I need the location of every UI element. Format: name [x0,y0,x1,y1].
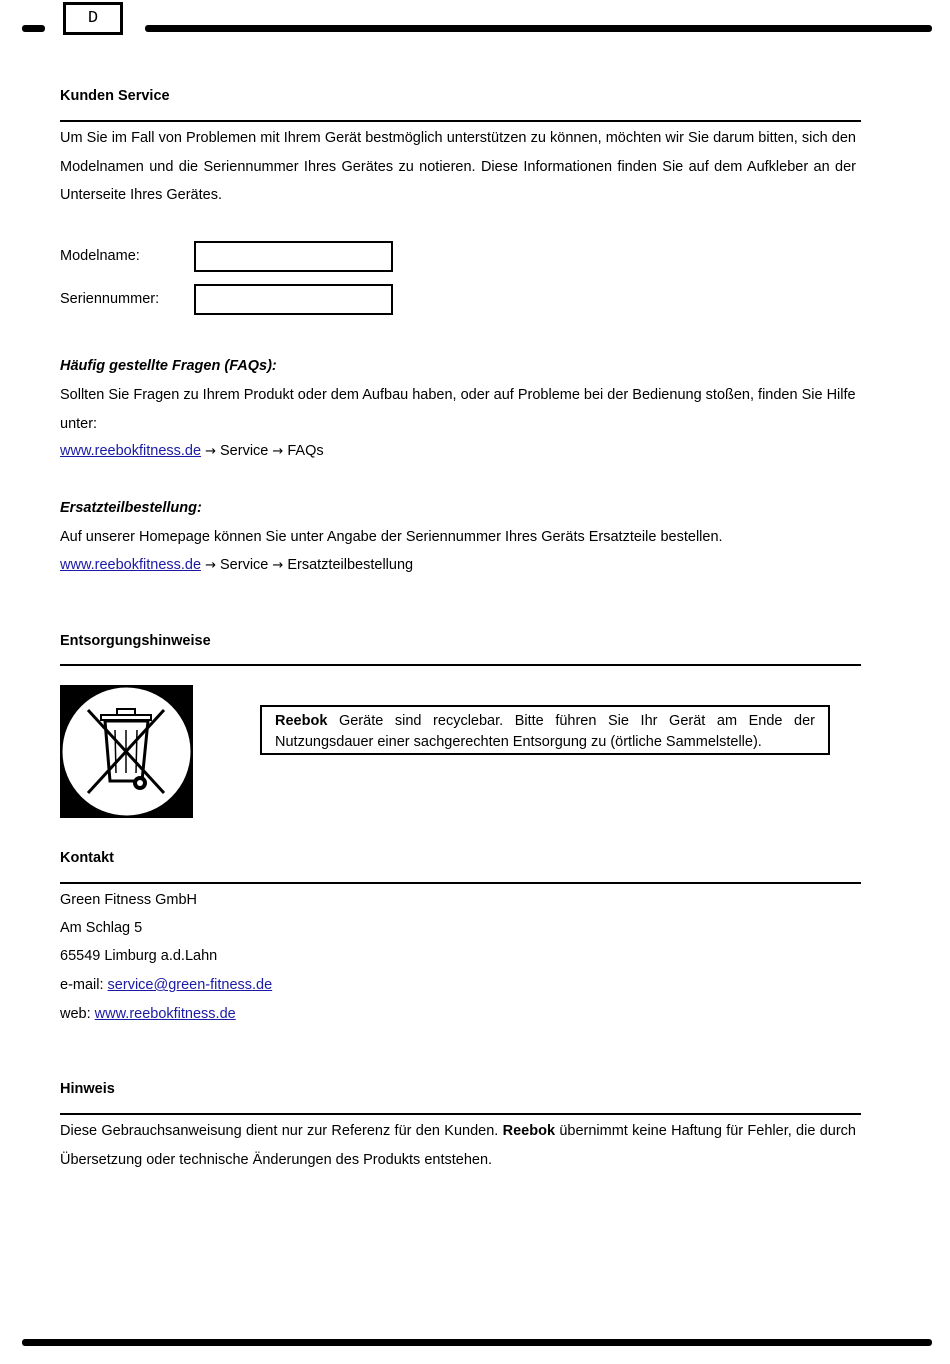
contact-email-line [60,977,272,993]
recycle-brand: Reebok [275,713,328,729]
arrow-icon: → [205,558,216,573]
contact-web-line [60,1006,236,1022]
notice-brand: Reebok [502,1123,556,1139]
parts-link[interactable]: www.reebokfitness.de [60,557,202,573]
language-badge: D [63,2,123,35]
crossed-bin-icon [60,685,193,818]
contact-divider [60,882,861,884]
faq-heading: Häufig gestellte Fragen (FAQs): [60,358,277,374]
contact-street: Am Schlag 5 [60,920,143,936]
notice-heading: Hinweis [60,1081,115,1097]
disposal-heading: Entsorgungshinweise [60,633,211,649]
contact-heading: Kontakt [60,850,114,866]
faq-step-service: Service [220,443,269,459]
faq-link[interactable]: www.reebokfitness.de [60,443,202,459]
notice-text-before: Diese Gebrauchsanweisung dient nur zur Referenz für den Kunden. [60,1123,503,1139]
faq-step-faqs: FAQs [287,443,324,459]
contact-company: Green Fitness GmbH [60,892,197,908]
email-link[interactable]: service@green-fitness.de [107,977,273,993]
footer-bar [22,1339,932,1346]
service-divider [60,120,861,122]
arrow-icon: → [272,444,284,459]
recycle-notice [260,705,830,755]
faq-text: Sollten Sie Fragen zu Ihrem Produkt oder dem Aufbau haben, oder auf Probleme bei der Bedienung stoßen, finden Sie Hilfe unter: [60,387,856,432]
notice-text-after: übernimmt keine Haftung für Fehler, die durch Übersetzung oder technische Änderungen des Produkts entstehen. [60,1123,856,1168]
arrow-icon: → [205,444,216,459]
service-heading: Kunden Service [60,88,170,104]
serial-field[interactable] [194,284,393,315]
header-bar-left [22,25,45,32]
model-label: Modelname: [60,248,140,264]
arrow-icon: → [272,558,284,573]
faq-path [60,443,324,459]
recycle-text: Geräte sind recyclebar. Bitte führen Sie Ihr Gerät am Ende der Nutzungsdauer einer sachgerechten Entsorgung zu (örtliche Sammelstelle). [275,713,815,750]
service-intro: Um Sie im Fall von Problemen mit Ihrem Gerät bestmöglich unterstützen zu können, möchten wir Sie darum bitten, sich den Modelnamen und die Seriennummer Ihres Gerätes zu notieren. Diese Informationen finden Sie auf dem Aufkleber an der Unterseite Ihres Gerätes. [60,130,856,203]
contact-city: 65549 Limburg a.d.Lahn [60,948,218,964]
web-label: web: [60,1006,95,1022]
parts-step-order: Ersatzteilbestellung [287,557,414,573]
parts-step-service: Service [220,557,269,573]
serial-label: Seriennummer: [60,291,160,307]
parts-text: Auf unserer Homepage können Sie unter Angabe der Seriennummer Ihres Geräts Ersatzteile bestellen. [60,529,723,545]
email-label: e-mail: [60,977,108,993]
parts-heading: Ersatzteilbestellung: [60,500,202,516]
notice-divider [60,1113,861,1115]
parts-path [60,557,413,573]
disposal-divider [60,664,861,666]
web-link[interactable]: www.reebokfitness.de [94,1006,236,1022]
header-bar-right [145,25,932,32]
notice-text [60,1117,856,1174]
model-field[interactable] [194,241,393,272]
